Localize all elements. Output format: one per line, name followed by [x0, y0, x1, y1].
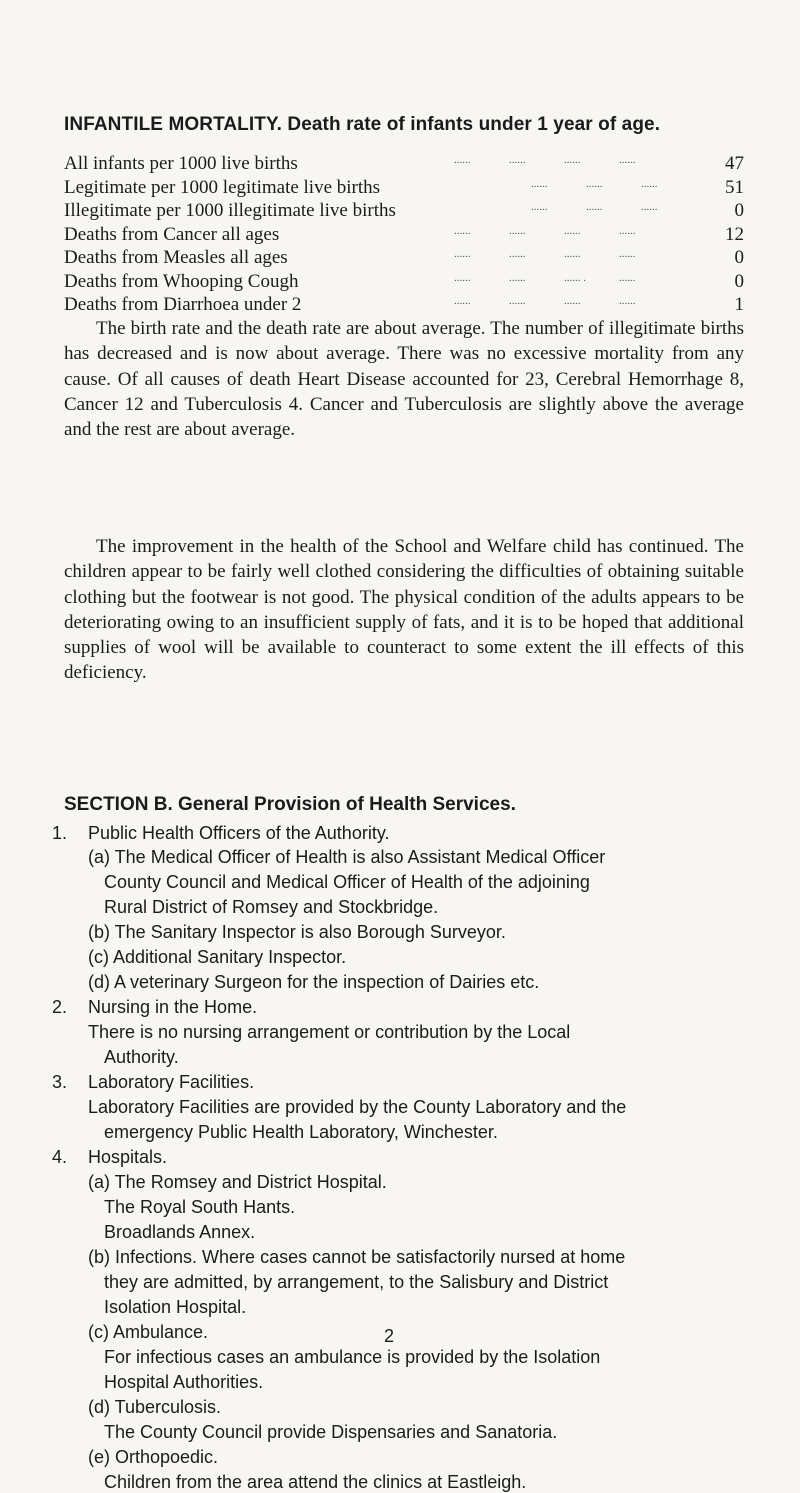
list-line: Rural District of Romsey and Stockbridge.: [104, 897, 439, 917]
stat-label: Deaths from Whooping Cough: [64, 270, 299, 292]
item-number: 4.: [52, 1147, 68, 1167]
list-line: For infectious cases an ambulance is provided by the Isolation: [104, 1347, 601, 1367]
list-line: (c) Ambulance.: [88, 1322, 209, 1342]
leader-dots: ...... ...... ...... . ......: [454, 271, 636, 284]
stat-value: 12: [725, 223, 744, 245]
item-title: Nursing in the Home.: [88, 997, 258, 1017]
list-line: The Royal South Hants.: [104, 1197, 296, 1217]
stat-value: 51: [725, 176, 744, 198]
stat-label: Deaths from Diarrhoea under 2: [64, 294, 302, 315]
list-line: Hospital Authorities.: [104, 1372, 264, 1392]
section-b-heading: SECTION B. General Provision of Health Services.: [64, 794, 516, 815]
leader-dots: ...... ...... ...... ......: [454, 154, 636, 166]
infantile-mortality-heading: INFANTILE MORTALITY. Death rate of infants under 1 year of age.: [64, 114, 661, 135]
item-number: 3.: [52, 1072, 68, 1092]
stat-value: 0: [734, 200, 744, 221]
item-title: Hospitals.: [88, 1147, 168, 1167]
health-paragraph: The improvement in the health of the School and Welfare child has continued. The children appear to be fairly well clothed considering the difficulties of obtaining suitable clothing but the footwear is not good. The physical condition of the adults appears to be deteriorating owing to an insufficient supply of fats, and it is to be hoped that additional supplies of wool will be available to counteract to some extent the ill effects of this deficiency.: [64, 536, 744, 684]
list-line: (c) Additional Sanitary Inspector.: [88, 947, 347, 967]
stat-row: [64, 246, 744, 270]
list-line: (d) Tuberculosis.: [88, 1397, 222, 1417]
stat-label: Illegitimate per 1000 illegitimate live births: [64, 200, 396, 221]
item-title: Laboratory Facilities.: [88, 1072, 255, 1092]
list-line: Isolation Hospital.: [104, 1297, 247, 1317]
list-line: County Council and Medical Officer of Health of the adjoining: [104, 872, 590, 892]
item-title: Public Health Officers of the Authority.: [88, 823, 390, 843]
leader-dots: ...... ...... ...... ......: [454, 295, 636, 307]
stat-row: [64, 223, 744, 247]
list-line: (a) The Romsey and District Hospital.: [88, 1172, 387, 1192]
stat-row: [64, 199, 744, 223]
list-line: (b) The Sanitary Inspector is also Borough Surveyor.: [88, 922, 506, 942]
list-line: There is no nursing arrangement or contribution by the Local: [88, 1022, 571, 1042]
list-line: Authority.: [104, 1047, 179, 1067]
page-number: 2: [384, 1326, 395, 1346]
stat-label: Legitimate per 1000 legitimate live births: [64, 176, 381, 198]
list-line: (e) Orthopoedic.: [88, 1447, 219, 1467]
list-line: (d) A veterinary Surgeon for the inspection of Dairies etc.: [88, 972, 540, 992]
mortality-stats: [64, 152, 744, 317]
stat-label: Deaths from Cancer all ages: [64, 223, 280, 245]
list-line: (a) The Medical Officer of Health is also Assistant Medical Officer: [88, 847, 606, 867]
list-line: Children from the area attend the clinics at Eastleigh.: [104, 1472, 527, 1492]
stat-label: Deaths from Measles all ages: [64, 247, 288, 268]
list-line: Broadlands Annex.: [104, 1222, 256, 1242]
leader-dots: ...... ...... ......: [531, 177, 658, 190]
leader-dots: ...... ...... ...... ......: [454, 248, 636, 260]
list-line: they are admitted, by arrangement, to the Salisbury and District: [104, 1272, 609, 1292]
stat-value: 0: [734, 270, 744, 292]
list-line: (b) Infections. Where cases cannot be satisfactorily nursed at home: [88, 1247, 626, 1267]
list-line: emergency Public Health Laboratory, Winchester.: [104, 1122, 498, 1142]
leader-dots: ...... ...... ......: [531, 201, 658, 213]
list-line: The County Council provide Dispensaries and Sanatoria.: [104, 1422, 558, 1442]
item-number: 2.: [52, 997, 68, 1017]
stat-value: 0: [734, 247, 744, 268]
stat-row: [64, 270, 744, 294]
item-number: 1.: [52, 823, 68, 843]
stat-value: 47: [725, 153, 744, 174]
leader-dots: ...... ...... ...... ......: [454, 224, 636, 237]
stat-label: All infants per 1000 live births: [64, 153, 298, 174]
rates-paragraph: The birth rate and the death rate are about average. The number of illegitimate births has decreased and is now about average. There was no excessive mortality from any cause. Of all causes of death Heart Disease accounted for 23, Cerebral Hemorrhage 8, Cancer 12 and Tuberculosis 4. Cancer and Tuberculosis are slightly above the average and the rest are about average.: [64, 318, 744, 441]
stat-row: [64, 293, 744, 317]
stat-value: 1: [734, 294, 744, 315]
list-line: Laboratory Facilities are provided by the County Laboratory and the: [88, 1097, 627, 1117]
